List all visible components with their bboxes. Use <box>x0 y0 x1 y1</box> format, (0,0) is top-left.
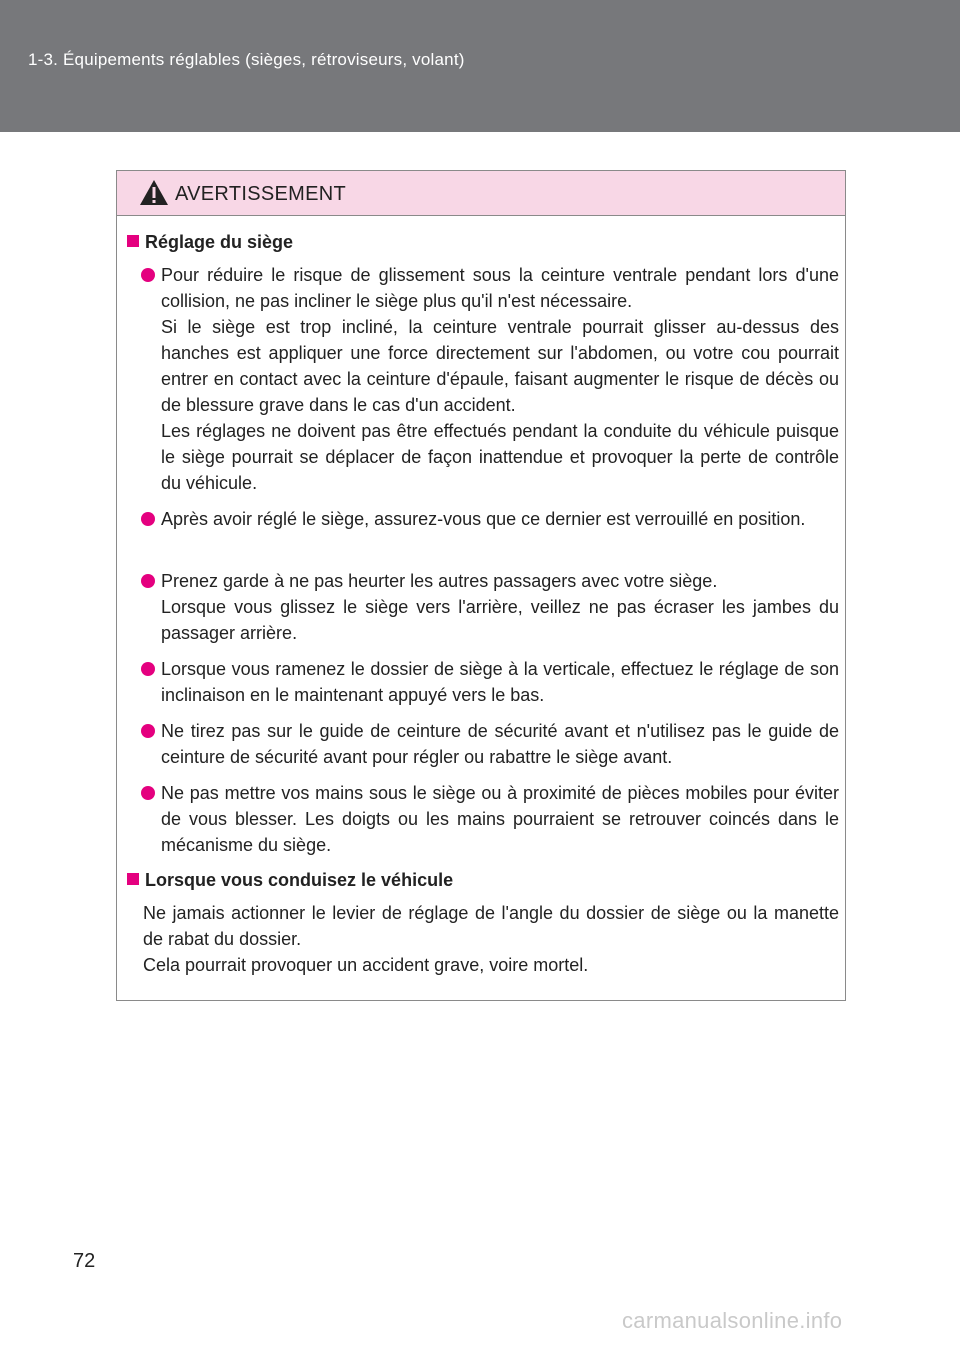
section-heading-text: Réglage du siège <box>145 232 294 252</box>
section-heading <box>127 232 293 253</box>
warning-header <box>117 171 845 216</box>
warning-triangle-icon <box>139 179 169 206</box>
circle-bullet-icon <box>141 724 155 738</box>
paragraph: Lorsque vous ramenez le dossier de siège à la verticale, effectuez le réglage de son inclinaison en le maintenant appuyé vers le bas. <box>161 659 839 705</box>
paragraph: Pour réduire le risque de glissement sous la ceinture ventrale pendant lors d'une collision, ne pas incliner le siège plus qu'il n'est nécessaire. <box>161 265 839 311</box>
list-item <box>141 656 839 708</box>
list-item <box>141 506 839 532</box>
list-item <box>141 262 839 496</box>
warning-title: AVERTISSEMENT <box>175 183 346 205</box>
section-title: 1-3. Équipements réglables (sièges, rétroviseurs, volant) <box>28 50 465 69</box>
circle-bullet-icon <box>141 574 155 588</box>
circle-bullet-icon <box>141 268 155 282</box>
watermark: carmanualsonline.info <box>622 1308 843 1333</box>
list-item <box>141 718 839 770</box>
header-band <box>0 0 960 132</box>
list-item <box>141 568 839 646</box>
paragraph: Ne jamais actionner le levier de réglage de l'angle du dossier de siège ou la manette de rabat du dossier. <box>143 903 839 949</box>
paragraph: Ne pas mettre vos mains sous le siège ou à proximité de pièces mobiles pour éviter de vous blesser. Les doigts ou les mains pourraient se retrouver coincés dans le mécanisme du siège. <box>161 783 839 855</box>
circle-bullet-icon <box>141 662 155 676</box>
page-number: 72 <box>73 1250 96 1272</box>
list-item <box>141 780 839 858</box>
paragraph: Ne tirez pas sur le guide de ceinture de sécurité avant et n'utilisez pas le guide de ceinture de sécurité avant pour régler ou rabattre le siège avant. <box>161 721 839 767</box>
section-heading <box>127 870 453 891</box>
paragraph: Lorsque vous glissez le siège vers l'arrière, veillez ne pas écraser les jambes du passager arrière. <box>161 597 839 643</box>
circle-bullet-icon <box>141 512 155 526</box>
paragraph: Cela pourrait provoquer un accident grave, voire mortel. <box>143 955 589 975</box>
section-text <box>143 900 839 978</box>
circle-bullet-icon <box>141 786 155 800</box>
warning-box <box>116 170 846 1001</box>
paragraph: Les réglages ne doivent pas être effectués pendant la conduite du véhicule puisque le siège pourrait se déplacer de façon inattendue et provoquer la perte de contrôle du véhicule. <box>161 421 839 493</box>
paragraph: Si le siège est trop incliné, la ceinture ventrale pourrait glisser au-dessus des hanches est appliquer une force directement sur l'abdomen, ou votre cou pourrait entrer en contact avec la ceinture d'épaule, faisant augmenter le risque de décès ou de blessure grave dans le cas d'un accident. <box>161 317 839 415</box>
square-bullet-icon <box>127 873 139 885</box>
section-heading-text: Lorsque vous conduisez le véhicule <box>145 870 454 890</box>
paragraph: Prenez garde à ne pas heurter les autres passagers avec votre siège. <box>161 571 718 591</box>
square-bullet-icon <box>127 235 139 247</box>
paragraph: Après avoir réglé le siège, assurez-vous que ce dernier est verrouillé en position. <box>161 509 806 529</box>
